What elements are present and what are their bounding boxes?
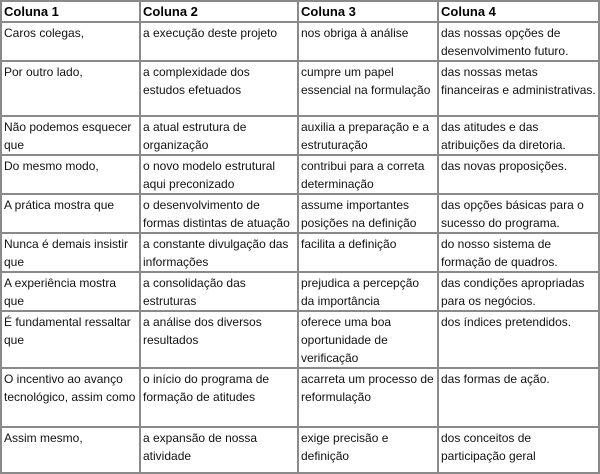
table-cell: o novo modelo estrutural aqui preconizado	[140, 155, 298, 194]
table-cell: a execução deste projeto	[140, 22, 298, 61]
table-row	[1, 311, 599, 368]
table-cell: das novas proposições.	[438, 155, 599, 194]
table-cell: Assim mesmo,	[1, 427, 140, 473]
table-cell: A prática mostra que	[1, 194, 140, 233]
column-header-1: Coluna 1	[1, 1, 140, 22]
table-cell: prejudica a percepção da importância	[298, 272, 438, 311]
table-row	[1, 155, 599, 194]
column-header-4: Coluna 4	[438, 1, 599, 22]
table-cell: facilita a definição	[298, 233, 438, 272]
table-cell: o início do programa de formação de atitudes	[140, 368, 298, 427]
table-cell: a complexidade dos estudos efetuados	[140, 61, 298, 116]
table-cell: O incentivo ao avanço tecnológico, assim como	[1, 368, 140, 427]
table-cell: dos índices pretendidos.	[438, 311, 599, 368]
table-cell: das nossas opções de desenvolvimento futuro.	[438, 22, 599, 61]
table-row	[1, 61, 599, 116]
table-row	[1, 22, 599, 61]
column-header-2: Coluna 2	[140, 1, 298, 22]
table-row	[1, 116, 599, 155]
table-cell: das nossas metas financeiras e administrativas.	[438, 61, 599, 116]
table-cell: das condições apropriadas para os negócios.	[438, 272, 599, 311]
table-cell: a consolidação das estruturas	[140, 272, 298, 311]
table-cell: o desenvolvimento de formas distintas de atuação	[140, 194, 298, 233]
table-cell: acarreta um processo de reformulação	[298, 368, 438, 427]
header-row	[1, 1, 599, 22]
table-cell: Caros colegas,	[1, 22, 140, 61]
table-cell: a expansão de nossa atividade	[140, 427, 298, 473]
table-cell: das opções básicas para o sucesso do programa.	[438, 194, 599, 233]
table-row	[1, 427, 599, 473]
table-row	[1, 233, 599, 272]
table-row	[1, 194, 599, 233]
table-cell: das atitudes e das atribuições da diretoria.	[438, 116, 599, 155]
table-cell: do nosso sistema de formação de quadros.	[438, 233, 599, 272]
table-cell: auxilia a preparação e a estruturação	[298, 116, 438, 155]
table-cell: exige precisão e definição	[298, 427, 438, 473]
table-cell: Não podemos esquecer que	[1, 116, 140, 155]
table-cell: a atual estrutura de organização	[140, 116, 298, 155]
table-cell: Nunca é demais insistir que	[1, 233, 140, 272]
table-cell: nos obriga à análise	[298, 22, 438, 61]
table-cell: a constante divulgação das informações	[140, 233, 298, 272]
table-row	[1, 368, 599, 427]
table-row	[1, 272, 599, 311]
table-cell: dos conceitos de participação geral	[438, 427, 599, 473]
table-cell: Por outro lado,	[1, 61, 140, 116]
table-cell: assume importantes posições na definição	[298, 194, 438, 233]
table-cell: a análise dos diversos resultados	[140, 311, 298, 368]
table-cell: oferece uma boa oportunidade de verificação	[298, 311, 438, 368]
table-cell: das formas de ação.	[438, 368, 599, 427]
column-header-3: Coluna 3	[298, 1, 438, 22]
table-cell: cumpre um papel essencial na formulação	[298, 61, 438, 116]
table-cell: Do mesmo modo,	[1, 155, 140, 194]
table-cell: É fundamental ressaltar que	[1, 311, 140, 368]
table-cell: A experiência mostra que	[1, 272, 140, 311]
table-cell: contribui para a correta determinação	[298, 155, 438, 194]
